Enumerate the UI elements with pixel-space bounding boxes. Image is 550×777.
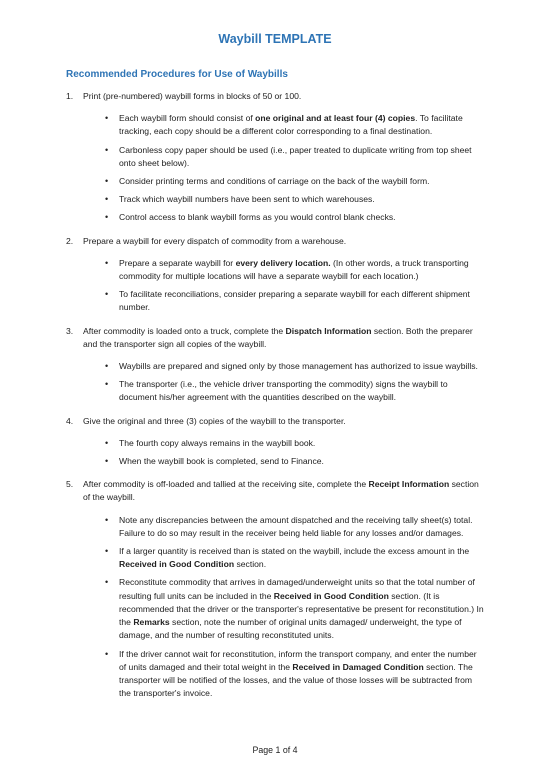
text-run: Print (pre-numbered) waybill forms in blocks of 50 or 100. [83,91,302,101]
step-bullet-list [83,257,486,315]
procedure-step [66,415,486,469]
step-number: 2. [66,235,74,246]
text-run: The fourth copy always remains in the waybill book. [119,437,316,448]
document-title: Waybill TEMPLATE [218,32,332,46]
bullet-item [105,378,486,404]
bullet-text [119,176,430,186]
bullet-item [105,576,486,642]
text-run: After commodity is loaded onto a truck, complete the [83,325,286,336]
step-number: 5. [66,479,74,490]
text-run: The transporter (i.e., the vehicle driver transporting the commodity) signs the waybill to document his/her agreement with the quantities described on the waybill. [119,379,448,403]
step-number: 1. [66,91,74,101]
text-run: When the waybill book is completed, send to Finance. [119,456,324,467]
bullet-text [119,546,469,569]
bullet-icon: • [105,379,109,390]
text-run: If a larger quantity is received than is stated on the waybill, include the excess amount in the [119,546,470,557]
step-bullet-list [83,360,486,405]
text-run: section of the waybill. [83,479,479,503]
bullet-item [105,175,486,188]
text-run: Note any discrepancies between the amount dispatched and the receiving tally sheet(s) total. Failure to do so may result in the receiver being held liable for any losses and/or damages. [119,514,473,538]
section-heading: Recommended Procedures for Use of Waybills [66,69,288,80]
bold-text-run: Received in Good Condition [119,559,235,570]
bullet-text [119,515,473,538]
step-text [83,90,486,103]
bullet-icon: • [105,361,109,372]
text-run: (In other words, a truck transporting commodity for multiple locations will have a separate waybill for each location.) [119,257,469,282]
text-run: Control access to blank waybill forms as you would control blank checks. [119,212,396,223]
procedure-step [66,325,486,405]
text-run: section. The transporter will be notified of the losses, and the value of those losses will be subtracted from the transporter's invoice. [119,661,473,699]
bold-text-run: Received in Good Condition [273,590,389,601]
bullet-icon: • [105,212,109,223]
bullet-item [105,360,486,373]
text-run: Track which waybill numbers have been sent to which warehouses. [119,194,375,205]
text-run: If the driver cannot wait for reconstitution, inform the transport company, and enter the number of units damaged and their total weight in the [119,648,477,672]
step-text [83,478,486,504]
step-bullet-list [83,437,486,468]
bullet-text [119,258,469,281]
bullet-icon: • [105,648,109,659]
bullet-text [119,145,472,168]
bullet-item [105,288,486,314]
text-run: section. (It is recommended that the driver or the transporter's representative be present for reconstitution.) In the [119,590,484,628]
step-bullet-list [83,112,486,224]
bullet-icon: • [105,113,109,124]
procedure-step [66,478,486,700]
step-text [83,415,486,428]
procedure-step [66,90,486,225]
bullet-text [119,361,478,371]
bullet-item [105,437,486,450]
bullet-text [119,289,470,312]
bold-text-run: Dispatch Information [285,325,372,336]
text-run: . To facilitate tracking, each copy should be a different color corresponding to a final destination. [119,113,463,137]
bold-text-run: Received in Damaged Condition [292,661,424,672]
bullet-text [119,113,463,136]
text-run: Each waybill form should consist of [119,113,256,124]
text-run: Carbonless copy paper should be used (i.e., paper treated to duplicate writing from top sheet onto sheet below). [119,144,472,168]
bullet-item [105,545,486,571]
step-text [83,235,486,248]
procedure-step [66,235,486,315]
text-run: section. Both the preparer and the transporter sign all copies of the waybill. [83,325,473,349]
text-run: Give the original and three (3) copies of the waybill to the transporter. [83,415,346,426]
page-number: Page 1 of 4 [252,745,298,755]
bullet-item [105,257,486,283]
bold-text-run: Receipt Information [368,479,450,490]
bold-text-run: one original and at least four (4) copies [255,113,416,124]
text-run: section. [234,559,267,570]
bullet-icon: • [105,514,109,525]
bullet-item [105,514,486,540]
procedure-steps-list [66,90,486,700]
text-run: Prepare a waybill for every dispatch of commodity from a warehouse. [83,235,347,246]
bullet-text [119,212,396,222]
bullet-text [119,456,324,466]
bullet-text [119,379,448,402]
text-run: After commodity is off-loaded and tallied at the receiving site, complete the [83,479,369,490]
text-run: Prepare a separate waybill for [119,257,236,268]
bullet-item [105,455,486,468]
bullet-item [105,112,486,138]
bullet-text [119,649,477,699]
bullet-icon: • [105,456,109,467]
procedures-content [66,90,486,710]
bullet-item [105,211,486,224]
bullet-icon: • [105,176,109,187]
bold-text-run: every delivery location. [235,257,331,268]
step-bullet-list [83,514,486,701]
step-text [83,325,486,351]
bold-text-run: Remarks [133,617,170,628]
bullet-icon: • [105,577,109,588]
bullet-text [119,577,484,640]
text-run: section, note the number of original units damaged/ underweight, the type of damage, and the number of resulting reconstituted units. [119,617,462,641]
text-run: Waybills are prepared and signed only by those management has authorized to issue waybills. [119,361,478,372]
text-run: Reconstitute commodity that arrives in damaged/underweight units so that the total number of resulting full units can be included in the [119,577,475,601]
bullet-item [105,648,486,701]
bullet-item [105,193,486,206]
bullet-text [119,194,375,204]
bullet-item [105,144,486,170]
step-number: 4. [66,415,74,426]
bullet-icon: • [105,546,109,557]
text-run: To facilitate reconciliations, consider preparing a separate waybill for each different shipment number. [119,289,470,313]
bullet-icon: • [105,289,109,300]
bullet-icon: • [105,437,109,448]
bullet-text [119,438,315,448]
text-run: Consider printing terms and conditions of carriage on the back of the waybill form. [119,176,430,187]
step-number: 3. [66,325,74,336]
bullet-icon: • [105,194,109,205]
bullet-icon: • [105,144,109,155]
bullet-icon: • [105,257,109,268]
